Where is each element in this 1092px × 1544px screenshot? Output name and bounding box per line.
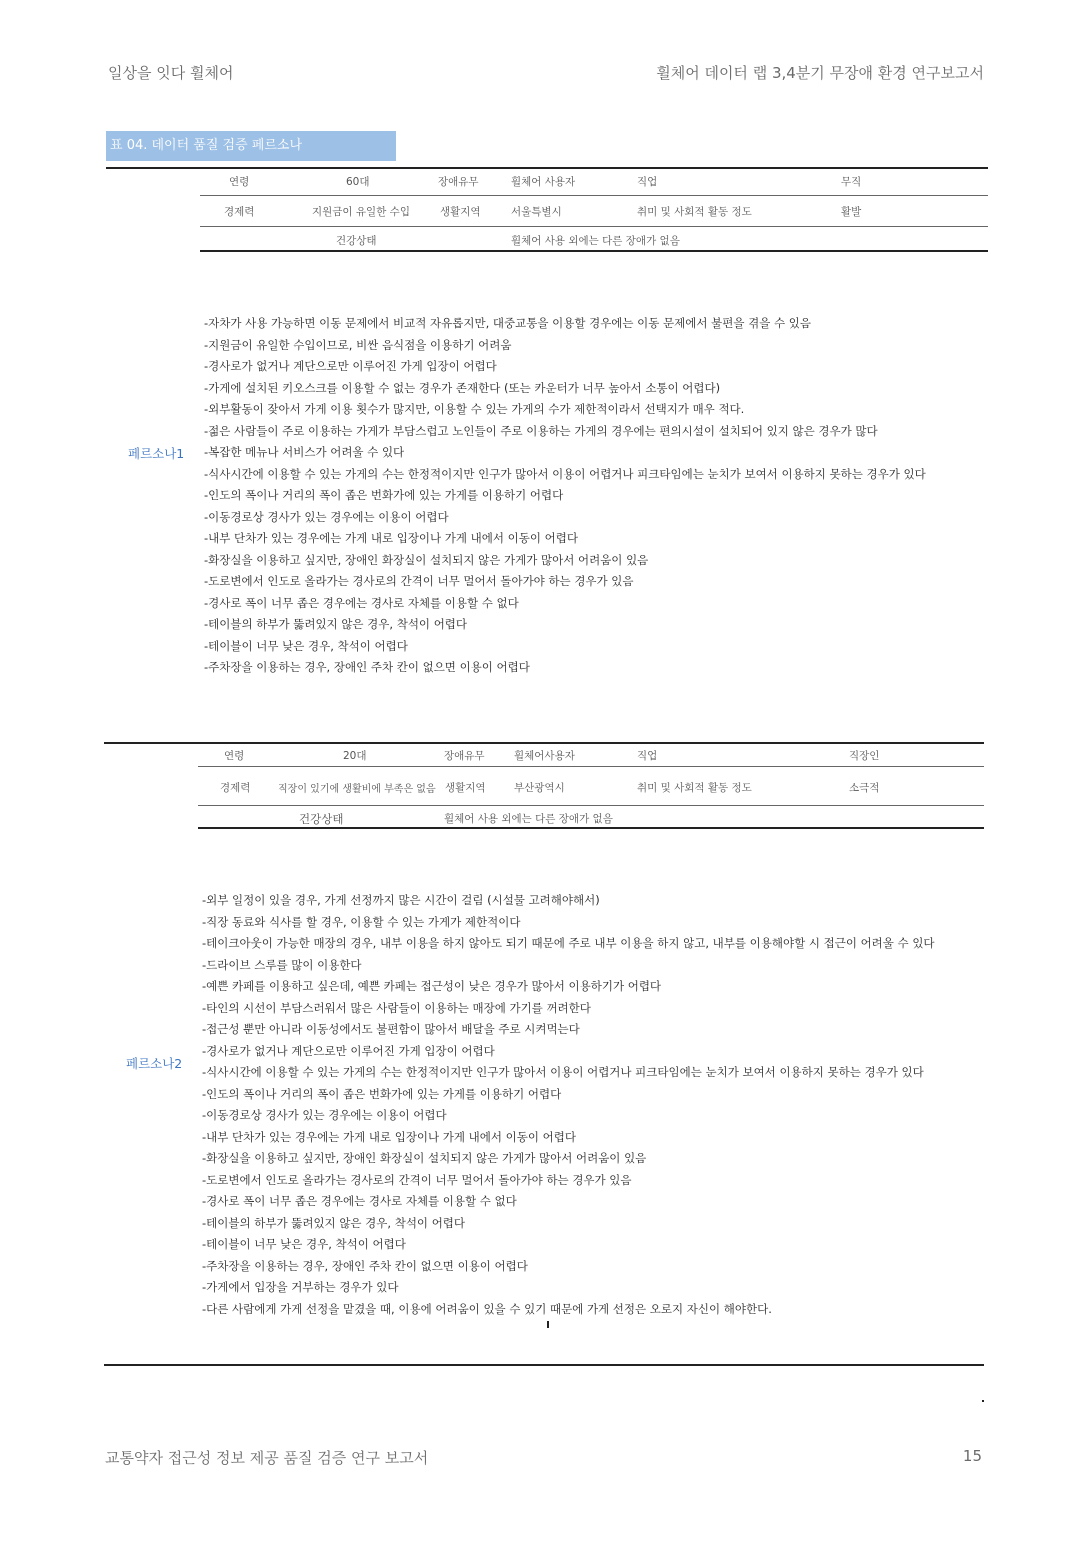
- list-item: -외부 일정이 있을 경우, 가게 선정까지 많은 시간이 걸림 (시설물 고려해야해서): [202, 893, 600, 907]
- list-item: -경사로가 없거나 계단으로만 이루어진 가게 입장이 어렵다: [202, 1043, 495, 1058]
- persona2-list: [202, 890, 935, 1320]
- list-item: -도로변에서 인도로 올라가는 경사로의 간격이 너무 멀어서 돌아가야 하는 경우가 있음: [204, 574, 634, 588]
- list-item: -식사시간에 이용할 수 있는 가게의 수는 한정적이지만 인구가 많아서 이용이 어렵거나 피크타임에는 눈치가 보여서 이용하지 못하는 경우가 있다: [202, 1065, 924, 1079]
- list-item: -복잡한 메뉴나 서비스가 어려울 수 있다: [204, 445, 405, 459]
- persona1-cell: 휠체어 사용 외에는 다른 장애가 없음: [511, 235, 680, 247]
- persona2-cell: 직장이 있기에 생활비에 부족은 없음: [278, 784, 436, 795]
- persona2-cell: 직장인: [849, 750, 880, 762]
- persona2-cell: 휠체어사용자: [514, 750, 575, 762]
- list-item: -직장 동료와 식사를 할 경우, 이용할 수 있는 가게가 제한적이다: [202, 914, 521, 929]
- persona2-cell: 취미 및 사회적 활동 정도: [637, 782, 752, 794]
- list-item: -다른 사람에게 가게 선정을 맡겼을 때, 이용에 어려움이 있을 수 있기 때문에 가게 선정은 오로지 자신이 해야한다.: [202, 1301, 772, 1316]
- persona2-cell: 소극적: [849, 782, 880, 794]
- persona2-cell: 직업: [637, 750, 658, 762]
- persona1-top-rule: [106, 167, 988, 169]
- persona2-cell: 장애유무: [444, 750, 485, 762]
- running-footer-title: 교통약자 접근성 정보 제공 품질 검증 연구 보고서: [105, 1449, 429, 1467]
- persona2-cell: 경제력: [220, 782, 251, 794]
- persona1-cell: 지원금이 유일한 수입: [312, 206, 410, 218]
- persona2-cell: 부산광역시: [514, 782, 565, 794]
- persona2-label: 페르소나2: [126, 1056, 183, 1071]
- list-item: -내부 단차가 있는 경우에는 가게 내로 입장이나 가게 내에서 이동이 어렵다: [204, 531, 578, 545]
- list-item: -테이블의 하부가 뚫려있지 않은 경우, 착석이 어렵다: [202, 1215, 466, 1230]
- list-item: -자차가 사용 가능하면 이동 문제에서 비교적 자유롭지만, 대중교통을 이용할 경우에는 이동 문제에서 불편을 겪을 수 있음: [204, 316, 811, 330]
- list-item: -테이블이 너무 낮은 경우, 착석이 어렵다: [202, 1237, 406, 1251]
- persona1-cell: 장애유무: [438, 176, 479, 188]
- list-item: -드라이브 스루를 많이 이용한다: [202, 957, 362, 972]
- list-item: -외부활동이 잦아서 가게 이용 횟수가 많지만, 이용할 수 있는 가게의 수가 제한적이라서 선택지가 매우 적다.: [204, 402, 745, 416]
- list-item: -내부 단차가 있는 경우에는 가게 내로 입장이나 가게 내에서 이동이 어렵다: [202, 1129, 576, 1144]
- list-item: -테이크아웃이 가능한 매장의 경우, 내부 이용을 하지 않아도 되기 때문에 주로 내부 이용을 하지 않고, 내부를 이용해야할 시 접근이 어려울 수 있다: [202, 936, 935, 950]
- persona2-cell: 20대: [343, 750, 367, 762]
- list-item: -경사로 폭이 너무 좁은 경우에는 경사로 자체를 이용할 수 없다: [202, 1194, 517, 1208]
- persona1-row-divider: [200, 195, 988, 196]
- persona2-cell: 생활지역: [445, 782, 486, 794]
- list-item: -지원금이 유일한 수입이므로, 비싼 음식점을 이용하기 어려움: [204, 337, 512, 352]
- list-item: -도로변에서 인도로 올라가는 경사로의 간격이 너무 멀어서 돌아가야 하는 경우가 있음: [202, 1172, 632, 1187]
- list-item: -테이블이 너무 낮은 경우, 착석이 어렵다: [204, 638, 408, 653]
- list-item: -화장실을 이용하고 싶지만, 장애인 화장실이 설치되지 않은 가게가 많아서 어려움이 있음: [204, 552, 649, 567]
- persona1-cell: 연령: [229, 176, 250, 188]
- persona1-cell: 경제력: [224, 206, 255, 218]
- persona1-cell: 생활지역: [440, 206, 481, 218]
- stray-dot: [982, 1400, 984, 1402]
- persona1-row-divider: [200, 226, 988, 227]
- page-number: 15: [962, 1447, 982, 1465]
- persona2-cell: 건강상태: [299, 812, 344, 826]
- list-item: -테이블의 하부가 뚫려있지 않은 경우, 착석이 어렵다: [204, 617, 468, 631]
- persona1-bottom-rule: [200, 250, 988, 252]
- list-item: -타인의 시선이 부담스러워서 많은 사람들이 이용하는 매장에 가기를 꺼려한다: [202, 1000, 591, 1015]
- persona1-list: [204, 313, 926, 679]
- list-item: -이동경로상 경사가 있는 경우에는 이용이 어렵다: [204, 509, 449, 524]
- persona2-top-rule: [104, 742, 984, 744]
- persona1-cell: 건강상태: [336, 235, 377, 247]
- persona1-cell: 활발: [841, 206, 862, 218]
- list-item: -경사로가 없거나 계단으로만 이루어진 가게 입장이 어렵다: [204, 359, 497, 373]
- persona1-cell: 60대: [346, 176, 370, 188]
- persona1-cell: 서울특별시: [511, 206, 562, 218]
- list-item: -이동경로상 경사가 있는 경우에는 이용이 어렵다: [202, 1108, 447, 1122]
- list-item: -예쁜 카페를 이용하고 싶은데, 예쁜 카페는 접근성이 낮은 경우가 많아서 이용하기가 어렵다: [202, 979, 662, 993]
- list-item: -가게에 설치된 키오스크를 이용할 수 없는 경우가 존재한다 (또는 카운터가 너무 높아서 소통이 어렵다): [204, 380, 721, 395]
- stray-mark: [547, 1321, 549, 1328]
- persona2-row-divider: [198, 805, 984, 806]
- persona1-cell: 휠체어 사용자: [511, 176, 576, 188]
- persona2-bottom-rule: [198, 827, 984, 829]
- table-title: 표 04. 데이터 품질 검증 페르소나: [106, 131, 396, 161]
- persona1-label: 페르소나1: [128, 446, 185, 461]
- list-item: -화장실을 이용하고 싶지만, 장애인 화장실이 설치되지 않은 가게가 많아서 어려움이 있음: [202, 1151, 647, 1165]
- persona2-row-divider: [198, 766, 984, 767]
- persona1-cell: 무직: [841, 176, 862, 188]
- list-item: -경사로 폭이 너무 좁은 경우에는 경사로 자체를 이용할 수 없다: [204, 595, 519, 610]
- list-item: -식사시간에 이용할 수 있는 가게의 수는 한정적이지만 인구가 많아서 이용이 어렵거나 피크타임에는 눈치가 보여서 이용하지 못하는 경우가 있다: [204, 466, 926, 481]
- section-bottom-rule: [104, 1364, 984, 1366]
- running-header-right: 휠체어 데이터 랩 3,4분기 무장애 환경 연구보고서: [656, 64, 984, 82]
- persona1-cell: 직업: [637, 176, 658, 188]
- list-item: -젊은 사람들이 주로 이용하는 가게가 부담스럽고 노인들이 주로 이용하는 가게의 경우에는 편의시설이 설치되어 있지 않은 경우가 많다: [204, 423, 878, 438]
- list-item: -주차장을 이용하는 경우, 장애인 주차 칸이 없으면 이용이 어렵다: [204, 660, 530, 674]
- persona2-cell: 휠체어 사용 외에는 다른 장애가 없음: [444, 813, 613, 825]
- persona2-cell: 연령: [224, 750, 245, 762]
- list-item: -가게에서 입장을 거부하는 경우가 있다: [202, 1280, 399, 1294]
- list-item: -인도의 폭이나 거리의 폭이 좁은 번화가에 있는 가게를 이용하기 어렵다: [204, 488, 564, 502]
- list-item: -인도의 폭이나 거리의 폭이 좁은 번화가에 있는 가게를 이용하기 어렵다: [202, 1086, 562, 1101]
- list-item: -주차장을 이용하는 경우, 장애인 주차 칸이 없으면 이용이 어렵다: [202, 1258, 528, 1273]
- persona1-cell: 취미 및 사회적 활동 정도: [637, 206, 752, 218]
- list-item: -접근성 뿐만 아니라 이동성에서도 불편함이 많아서 배달을 주로 시켜먹는다: [202, 1022, 580, 1036]
- running-header-left: 일상을 잇다 휠체어: [108, 64, 234, 82]
